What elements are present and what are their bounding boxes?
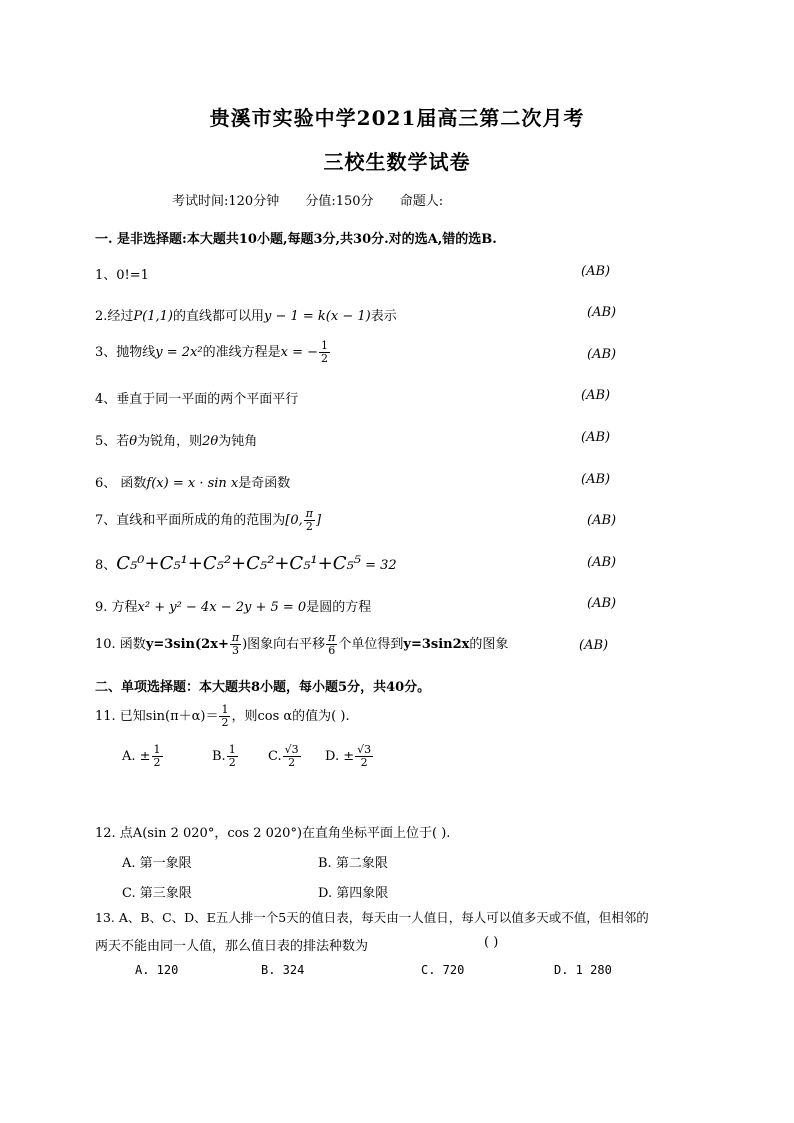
fraction-denominator: 2 xyxy=(288,756,296,769)
question-13-line1: 13. A、B、C、D、E五人排一个5天的值日表，每天由一人值日，每人可以值多天或不值，但相邻的 xyxy=(95,910,649,925)
question-3-fraction xyxy=(319,340,330,365)
question-2 xyxy=(95,305,397,324)
question-7-prefix: 7、直线和平面所成的角的范围为 xyxy=(95,513,286,528)
fraction-denominator: 2 xyxy=(321,352,329,365)
question-10-math-function: y=3sin(2x+ xyxy=(145,637,229,652)
exam-subtitle: 三校生数学试卷 xyxy=(323,150,471,174)
question-3-math-directrix: x = − xyxy=(280,345,319,360)
fraction-denominator: 3 xyxy=(231,644,239,657)
option-fraction xyxy=(283,744,301,769)
question-7 xyxy=(95,508,321,533)
fraction-denominator: 2 xyxy=(360,756,368,769)
fraction-numerator: π xyxy=(305,507,313,520)
fraction-numerator: 1 xyxy=(321,339,329,352)
question-11-option-b xyxy=(212,744,239,769)
section1-heading: 一. 是非选择题:本大题共10小题,每题3分,共30分.对的选A,错的选B. xyxy=(95,232,497,247)
question-3 xyxy=(95,340,331,365)
question-8 xyxy=(95,553,397,574)
question-1-text: 1、0!=1 xyxy=(95,268,149,283)
question-6-math-function: f(x) = x · sin x xyxy=(146,476,239,491)
question-11-stem-a: 11. 已知sin(π＋α)＝ xyxy=(95,709,219,724)
question-2-math-point: P(1,1) xyxy=(133,309,173,324)
fraction-denominator: 2 xyxy=(221,716,229,729)
exam-title: 贵溪市实验中学2021届高三第二次月考 xyxy=(209,106,585,130)
question-10-prefix: 10. 函数 xyxy=(95,637,146,652)
question-11-option-c xyxy=(268,744,302,769)
question-6-prefix: 6、 函数 xyxy=(95,476,147,491)
question-5-suffix: 为钝角 xyxy=(218,434,258,449)
answer-mark-1: (AB) xyxy=(581,264,611,279)
answer-mark-7: (AB) xyxy=(587,513,617,528)
question-8-math-combinations: C₅⁰+C₅¹+C₅²+C₅²+C₅¹+C₅⁵ xyxy=(116,553,361,574)
fraction-numerator: 1 xyxy=(153,743,161,756)
question-13-line2: 两天不能由同一人值，那么值日表的排法种数为 xyxy=(95,939,369,954)
option-label: B. xyxy=(212,749,226,764)
question-7-math-open: [0, xyxy=(285,513,303,528)
question-10 xyxy=(95,632,508,657)
question-3-prefix: 3、抛物线 xyxy=(95,345,156,360)
question-3-mid: 的准线方程是 xyxy=(202,345,281,360)
question-7-fraction xyxy=(304,508,315,533)
question-13-paren: ( ) xyxy=(484,935,499,950)
answer-mark-6: (AB) xyxy=(581,472,611,487)
option-label: D. ± xyxy=(325,749,355,764)
question-6-suffix: 是奇函数 xyxy=(238,476,291,491)
fraction-denominator: 6 xyxy=(328,644,336,657)
question-8-math-equals: = 32 xyxy=(365,558,397,573)
option-fraction xyxy=(227,744,238,769)
question-8-prefix: 8、 xyxy=(95,558,117,573)
fraction-numerator: π xyxy=(328,631,336,644)
question-10-fraction-a xyxy=(230,632,241,657)
fraction-numerator: 1 xyxy=(228,743,236,756)
question-11-fraction xyxy=(219,704,230,729)
question-13-option-a: A. 120 xyxy=(135,963,179,977)
answer-mark-4: (AB) xyxy=(581,388,611,403)
answer-mark-5: (AB) xyxy=(581,430,611,445)
question-10-fraction-b xyxy=(326,632,337,657)
fraction-denominator: 2 xyxy=(305,520,313,533)
option-label: A. ± xyxy=(122,749,151,764)
question-6 xyxy=(95,472,290,491)
question-5-math-2theta: 2θ xyxy=(202,434,219,449)
question-10-suffix2: 的图象 xyxy=(469,637,509,652)
question-5-mid: 为锐角，则 xyxy=(137,434,203,449)
question-12-option-a: A. 第一象限 xyxy=(122,856,192,871)
section2-heading: 二、单项选择题：本大题共8小题，每小题5分，共40分。 xyxy=(95,680,431,695)
question-13-option-c: C. 720 xyxy=(421,963,465,977)
question-11-option-a xyxy=(122,744,164,769)
question-11-stem-b: ，则cos α的值为( ). xyxy=(231,709,350,724)
question-5-math-theta: θ xyxy=(129,434,138,449)
question-12-option-b: B. 第二象限 xyxy=(318,856,388,871)
fraction-denominator: 2 xyxy=(228,756,236,769)
question-10-mid: )图象向右平移 xyxy=(242,637,326,652)
fraction-numerator: 1 xyxy=(221,703,229,716)
question-5-prefix: 5、若 xyxy=(95,434,130,449)
question-11-option-d xyxy=(325,744,374,769)
question-7-math-close: ] xyxy=(316,513,322,528)
exam-info xyxy=(172,190,465,209)
option-fraction xyxy=(152,744,163,769)
question-9-prefix: 9. 方程 xyxy=(95,600,138,615)
question-4 xyxy=(95,388,298,407)
answer-mark-9: (AB) xyxy=(587,596,617,611)
question-9 xyxy=(95,596,371,615)
question-2-math-line: y − 1 = k(x − 1) xyxy=(264,309,371,324)
question-1 xyxy=(95,264,149,283)
question-13-option-d: D. 1 280 xyxy=(554,963,612,977)
fraction-numerator: √3 xyxy=(357,743,372,756)
question-12-option-d: D. 第四象限 xyxy=(318,886,389,901)
answer-mark-8: (AB) xyxy=(587,555,617,570)
answer-mark-3: (AB) xyxy=(587,347,617,362)
question-4-text: 4、垂直于同一平面的两个平面平行 xyxy=(95,392,299,407)
exam-time: 考试时间:120分钟 xyxy=(172,194,280,209)
question-9-math-equation: x² + y² − 4x − 2y + 5 = 0 xyxy=(137,600,307,615)
question-10-math-target: y=3sin2x xyxy=(403,637,470,652)
exam-score: 分值:150分 xyxy=(305,194,374,209)
question-13-option-b: B. 324 xyxy=(261,963,305,977)
option-label: C. xyxy=(268,749,282,764)
question-10-suffix: 个单位得到 xyxy=(338,637,404,652)
question-5 xyxy=(95,430,257,449)
option-fraction xyxy=(355,744,373,769)
question-2-mid: 的直线都可以用 xyxy=(172,309,264,324)
fraction-denominator: 2 xyxy=(153,756,161,769)
question-2-prefix: 2.经过 xyxy=(95,309,134,324)
answer-mark-10: (AB) xyxy=(579,638,609,653)
answer-mark-2: (AB) xyxy=(587,305,617,320)
question-2-suffix: 表示 xyxy=(370,309,397,324)
fraction-numerator: √3 xyxy=(284,743,299,756)
exam-author: 命题人: xyxy=(399,194,444,209)
question-11 xyxy=(95,704,350,729)
question-9-suffix: 是圆的方程 xyxy=(306,600,372,615)
question-12-option-c: C. 第三象限 xyxy=(122,886,192,901)
fraction-numerator: π xyxy=(231,631,240,644)
question-12: 12. 点A(sin 2 020°，cos 2 020°)在直角坐标平面上位于( ). xyxy=(95,826,451,841)
question-3-math-parabola: y = 2x² xyxy=(155,345,203,360)
